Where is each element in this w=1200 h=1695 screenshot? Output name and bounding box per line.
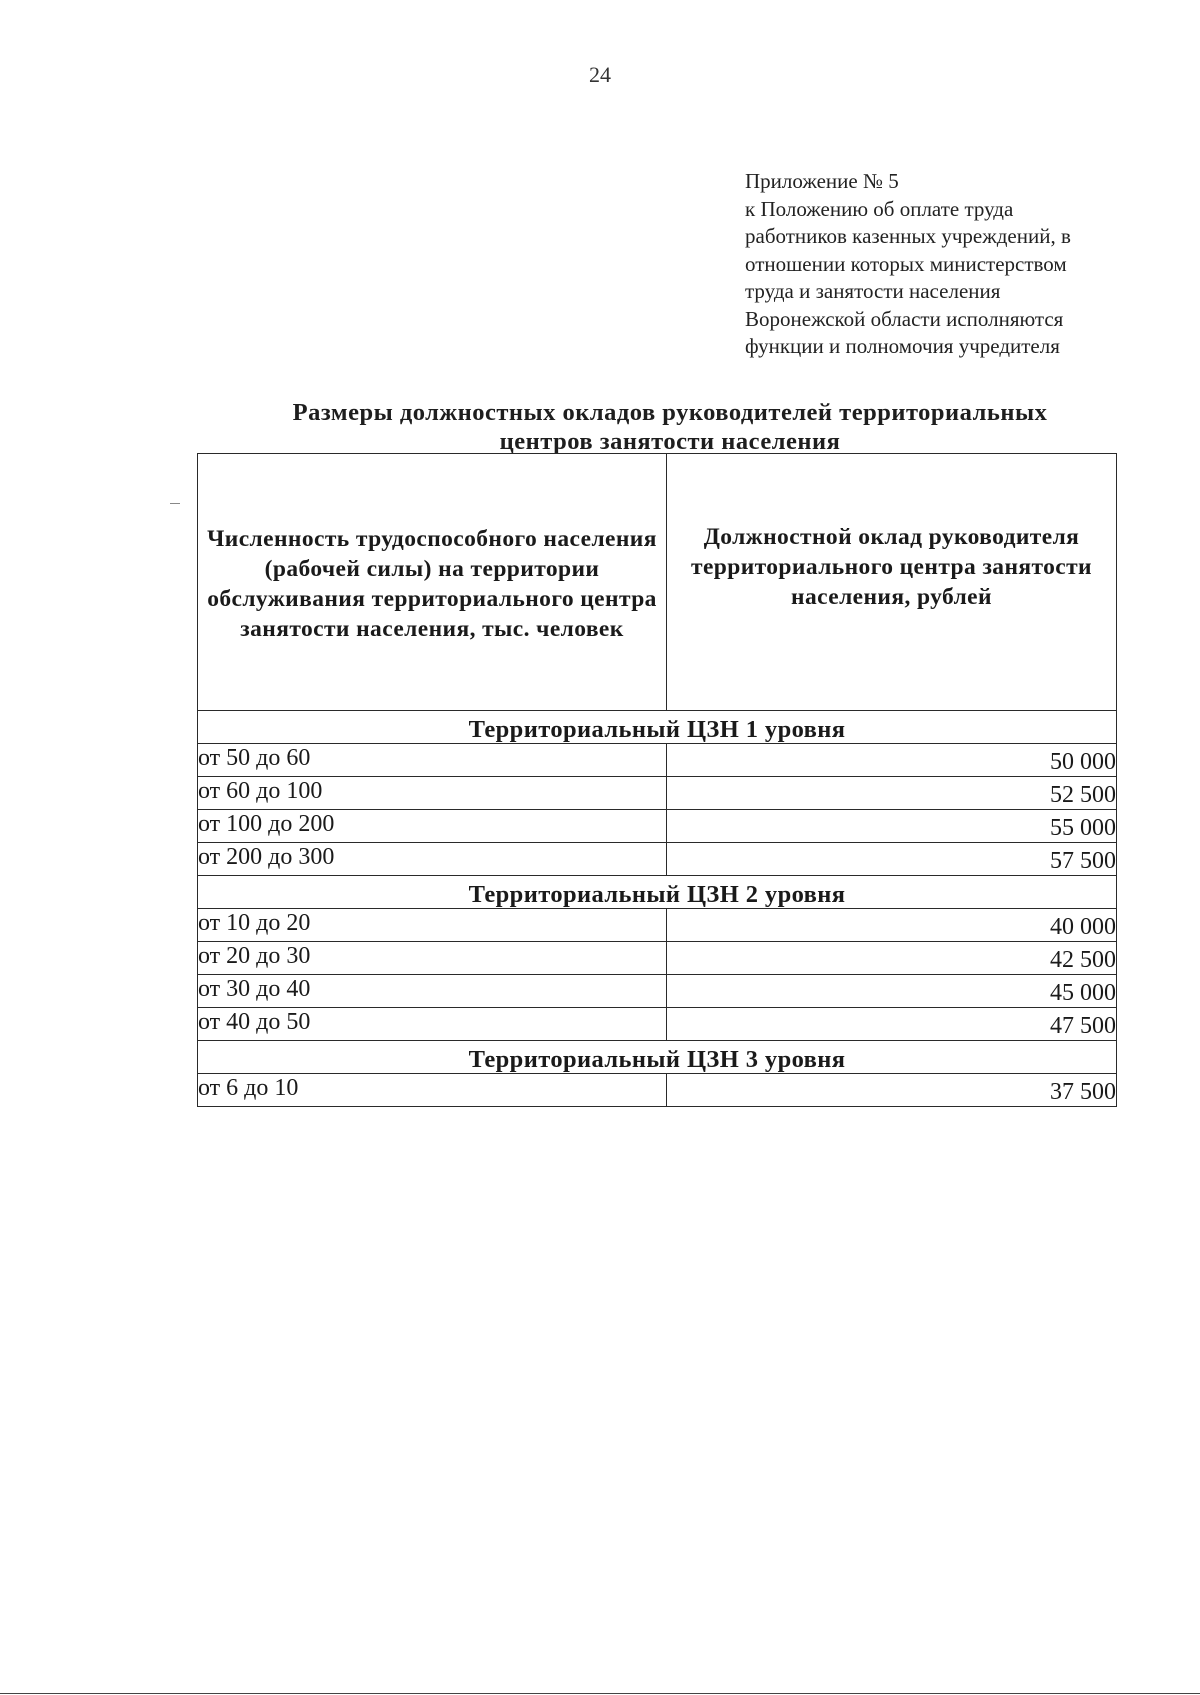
group-row — [198, 876, 1117, 909]
population-range: от 100 до 200 — [198, 810, 667, 843]
table-row — [198, 942, 1117, 975]
table-row — [198, 1074, 1117, 1107]
title-line-2: центров занятости населения — [499, 428, 841, 455]
group-title: Территориальный ЦЗН 1 уровня — [198, 711, 1117, 744]
table-header-row — [198, 454, 1117, 711]
salary-value: 52 500 — [667, 777, 1117, 810]
population-range: от 200 до 300 — [198, 843, 667, 876]
population-range: от 60 до 100 — [198, 777, 667, 810]
group-row — [198, 1041, 1117, 1074]
salary-table-container — [197, 453, 1116, 1107]
appendix-line: Воронежской области исполняются — [745, 306, 1064, 331]
table-row — [198, 744, 1117, 777]
margin-mark — [170, 503, 180, 504]
appendix-line: отношении которых министерством — [745, 251, 1067, 276]
appendix-line: труда и занятости населения — [745, 279, 1001, 303]
salary-table — [197, 453, 1117, 1107]
appendix-line: Приложение № 5 — [745, 169, 899, 193]
salary-value: 45 000 — [667, 975, 1117, 1008]
group-title: Территориальный ЦЗН 2 уровня — [198, 876, 1117, 909]
salary-value: 40 000 — [667, 909, 1117, 942]
population-range: от 6 до 10 — [198, 1074, 667, 1107]
salary-value: 50 000 — [667, 744, 1117, 777]
population-range: от 10 до 20 — [198, 909, 667, 942]
table-row — [198, 777, 1117, 810]
appendix-line: функции и полномочия учредителя — [745, 334, 1060, 358]
document-title — [200, 398, 1140, 456]
group-row — [198, 711, 1117, 744]
page-bottom-rule — [0, 1693, 1200, 1694]
population-range: от 20 до 30 — [198, 942, 667, 975]
table-row — [198, 909, 1117, 942]
salary-value: 42 500 — [667, 942, 1117, 975]
salary-value: 37 500 — [667, 1074, 1117, 1107]
header-population: Численность трудоспособного населения (рабочей силы) на территории обслуживания территориального центра занятости населения, тыс. человек — [198, 454, 667, 711]
appendix-line: работников казенных учреждений, в — [745, 224, 1071, 248]
population-range: от 50 до 60 — [198, 744, 667, 777]
table-body — [198, 711, 1117, 1107]
table-row — [198, 843, 1117, 876]
appendix-line: к Положению об оплате труда — [745, 196, 1014, 221]
salary-value: 55 000 — [667, 810, 1117, 843]
salary-value: 57 500 — [667, 843, 1117, 876]
table-row — [198, 810, 1117, 843]
salary-value: 47 500 — [667, 1008, 1117, 1041]
title-line-1: Размеры должностных окладов руководителей территориальных — [292, 399, 1048, 426]
population-range: от 30 до 40 — [198, 975, 667, 1008]
table-row — [198, 975, 1117, 1008]
group-title: Территориальный ЦЗН 3 уровня — [198, 1041, 1117, 1074]
header-salary: Должностной оклад руководителя территориального центра занятости населения, рублей — [667, 454, 1117, 711]
appendix-note — [745, 168, 1165, 361]
page-number: 24 — [589, 62, 611, 87]
table-row — [198, 1008, 1117, 1041]
population-range: от 40 до 50 — [198, 1008, 667, 1041]
